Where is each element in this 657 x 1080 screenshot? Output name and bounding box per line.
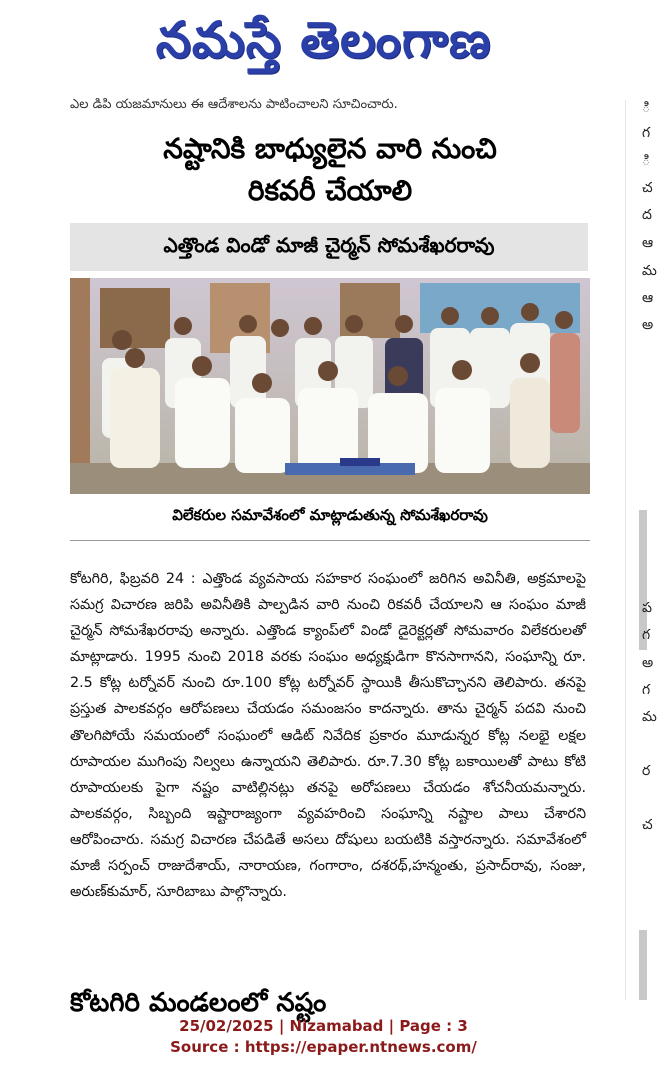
edge-glyph: ద: [642, 207, 652, 223]
photo-caption: విలేకరుల సమావేశంలో మాట్లాడుతున్న సోమశేఖరరావు: [172, 506, 488, 524]
edge-glyph: ర: [642, 763, 651, 779]
article-subheading-box: [70, 223, 588, 271]
column-divider: [625, 100, 626, 1000]
article-headline: [70, 128, 590, 212]
edge-glyph: ప: [642, 600, 652, 616]
article-body: [70, 566, 586, 905]
footer-source: Source : https://epaper.ntnews.com/: [170, 1038, 477, 1056]
edge-glyph: అ: [642, 317, 654, 333]
adjacent-column-edge: [622, 95, 657, 1000]
clipping-footer: [0, 1016, 647, 1058]
edge-glyph: గ: [642, 682, 651, 698]
next-article-headline-clipped: [70, 988, 590, 1018]
edge-glyph: చ: [642, 817, 653, 833]
headline-line-1: నష్టానికి బాధ్యులైన వారి నుంచి: [163, 132, 497, 165]
edge-glyph: ి: [642, 100, 651, 116]
edge-glyph: గ: [642, 125, 651, 141]
edge-glyph: గ: [642, 627, 651, 643]
newspaper-masthead: [0, 0, 647, 92]
group-photo: [70, 278, 590, 494]
edge-glyph: ఆ: [642, 290, 654, 306]
edge-glyph: మ: [642, 709, 657, 725]
group-photo-illustration: [70, 278, 590, 494]
footer-date-edition: 25/02/2025 | Nizamabad | Page : 3: [179, 1017, 468, 1035]
article-body-paragraph: కోటగిరి, ఫిబ్రవరి 24 : ఎత్తొండ వ్యవసాయ సహకార సంఘంలో జరిగిన అవినీతి, అక్రమాలపై సమగ్ర విచారణ జరిపి అవినీతికి పాల్పడిన వారి నుంచి రికవరీ చేయాలని ఆ సంఘం మాజీ చైర్మన్ సోమశేఖరరావు అన్నారు. ఎత్తొండ క్యాంప్‌లో విండో డైరెక్టర్లతో సోమవారం విలేకరులతో మాట్లాడారు. 1995 నుంచి 2018 వరకు సంఘం అధ్యక్షుడిగా కొనసాగానని, సంఘాన్ని రూ. 2.5 కోట్ల టర్నోవర్ నుంచి రూ.100 కోట్ల టర్నోవర్ స్థాయికి తీసుకొచ్చానని తెలిపారు. తనపై ప్రస్తుత పాలకవర్గం ఆరోపణలు చేయడం సమంజసం కాదన్నారు. తాను చైర్మన్ పదవి నుంచి తొలగిపోయే సమయంలో సంఘంలో ఆడిట్ నివేదిక ప్రకారం మూడున్నర కోట్ల నలభై లక్షల రూపాయల ముగింపు నిల్వలు ఉన్నాయని తెలిపారు. రూ.7.30 కోట్ల బకాయిలతో పాటు కోటి రూపాయలకు పైగా నష్టం వాటిల్లినట్లు తనపై అరోపణలు చేయడం శోచనీయమన్నారు. పాలకవర్గం, సిబ్బంది ఇష్టారాజ్యంగా వ్యవహరించి సంఘాన్ని నష్టాల పాలు చేశారని ఆరోపించారు. సమగ్ర విచారణ చేపడితే అసలు దోషులు బయటికి వస్తారన్నారు. సమావేశంలో మాజీ సర్పంచ్ రాజుదేశాయ్, నారాయణ, గంగారాం, దశరథ్,హన్మంతు, ప్రసాద్‌రావు, సంజు, అరుణ్‌కుమార్, సూరిబాబు పాల్గొన్నారు.: [70, 571, 586, 901]
edge-glyph: ఆ: [642, 235, 654, 251]
article-subheading: ఎత్తొండ విండో మాజీ చైర్మన్ సోమశేఖరరావు: [163, 232, 495, 257]
caption-divider: [70, 540, 590, 541]
edge-glyph: చ: [642, 180, 653, 196]
edge-glyph: ి: [642, 153, 651, 169]
headline-line-2: రికవరీ చేయాలి: [247, 174, 413, 207]
next-article-headline: కోటగిరి మండలంలో నష్టం: [70, 988, 327, 1018]
adjacent-shaded-box-lower: [639, 930, 647, 1000]
clipped-previous-line: ఎల డిపి యజమానులు ఈ ఆదేశాలను పాటించాలని సూచించారు.: [70, 97, 398, 112]
edge-glyph: అ: [642, 655, 654, 671]
masthead-title: నమస్తే తెలంగాణ: [155, 10, 492, 69]
edge-glyph: మ: [642, 263, 657, 279]
